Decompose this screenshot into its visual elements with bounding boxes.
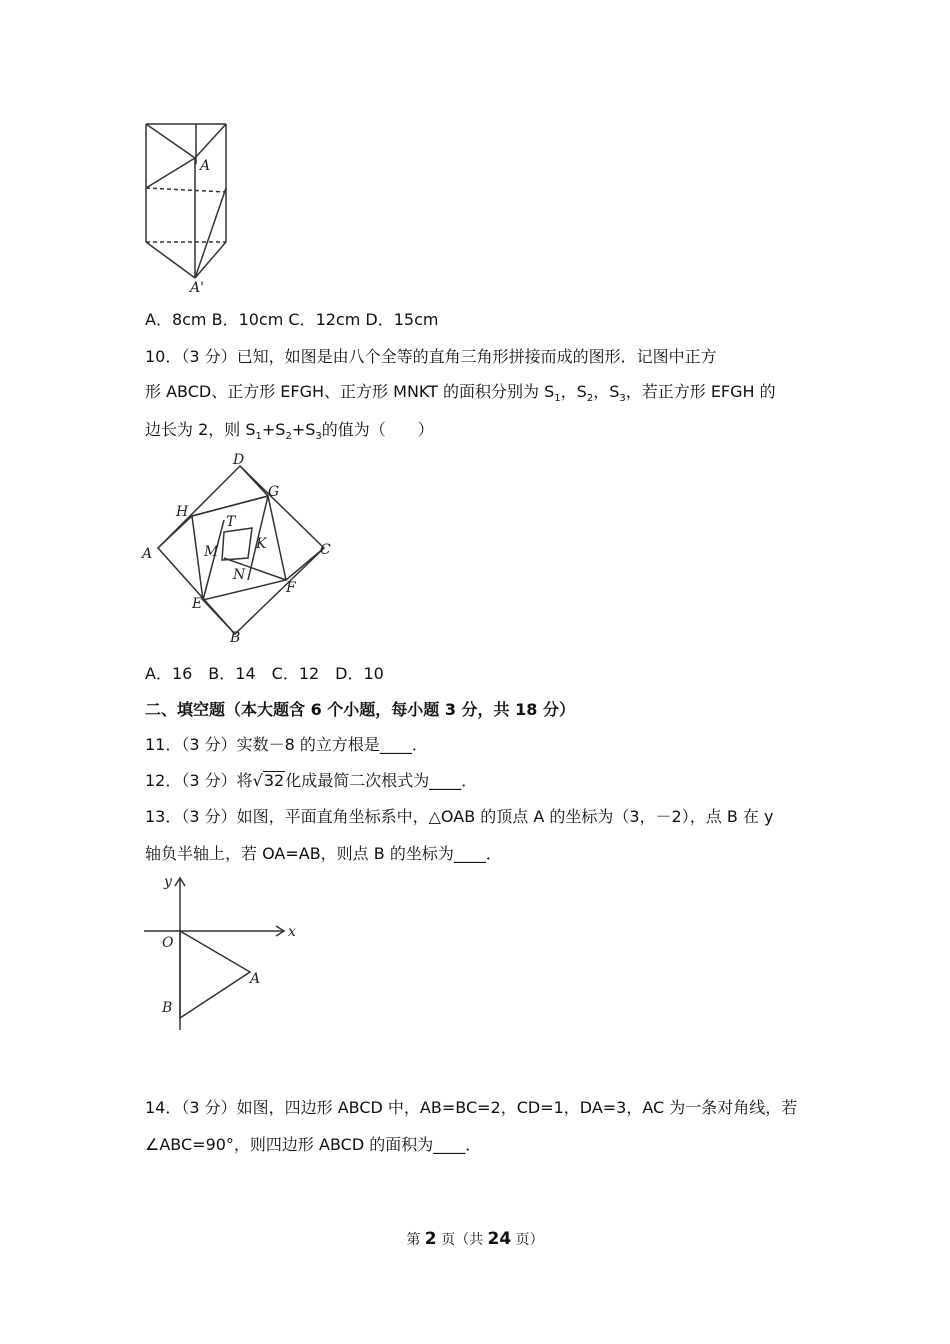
label-H: H	[176, 504, 189, 520]
q10-line3: 边长为 2，则 $S_1+S_2+S_3$的值为（ ）	[145, 420, 434, 443]
label-O: O	[162, 935, 174, 951]
label-F: F	[286, 580, 296, 596]
q14-line1: 14．（3 分）如图，四边形 ABCD 中，AB=BC=2，CD=1，DA=3，AC 为一条对角线，若	[145, 1098, 798, 1117]
q9-options: A．8cm B．10cm C．12cm D．15cm	[145, 310, 439, 329]
label-N: N	[233, 567, 246, 583]
q11: 11．（3 分）实数－8 的立方根是____．	[145, 735, 428, 754]
q14-line2: ∠ABC=90°，则四边形 ABCD 的面积为____．	[145, 1135, 482, 1154]
label-A: A	[142, 546, 153, 562]
q10-line2: 形 ABCD、正方形 EFGH、正方形 MNKT 的面积分别为 $S_1$，$S_2$，$S_3$，若正方形 EFGH 的	[145, 382, 776, 405]
label-T: T	[226, 514, 236, 530]
label-a-prime: A'	[190, 280, 204, 296]
page-footer: 第 2 页（共 24 页）	[406, 1229, 544, 1249]
label-y: y	[164, 874, 172, 890]
label-a: A	[200, 158, 211, 174]
label-E: E	[192, 596, 203, 612]
label-D: D	[233, 452, 245, 468]
label-A: A	[250, 971, 261, 987]
q10-options: A．16 B．14 C．12 D．10	[145, 664, 384, 683]
squares-figure	[140, 448, 340, 648]
section2-title: 二、填空题（本大题含 6 个小题，每小题 3 分，共 18 分）	[145, 700, 575, 719]
label-K: K	[256, 536, 267, 552]
axes-figure	[140, 868, 310, 1038]
q12: 12．（3 分）将√32化成最简二次根式为____．	[145, 771, 478, 790]
q13-line1: 13．（3 分）如图，平面直角坐标系中，△OAB 的顶点 A 的坐标为（3，－2），点 B 在 y	[145, 807, 774, 826]
label-x: x	[288, 924, 296, 940]
label-B: B	[162, 1000, 173, 1016]
q13-line2: 轴负半轴上，若 OA=AB，则点 B 的坐标为____．	[145, 844, 502, 863]
prism-figure	[140, 118, 240, 298]
label-G: G	[268, 484, 280, 500]
sqrt-sign-icon: √	[252, 771, 263, 790]
label-M: M	[204, 544, 219, 560]
label-B: B	[230, 630, 241, 646]
q10-line1: 10．（3 分）已知，如图是由八个全等的直角三角形拼接而成的图形．记图中正方	[145, 347, 717, 366]
label-C: C	[320, 542, 331, 558]
